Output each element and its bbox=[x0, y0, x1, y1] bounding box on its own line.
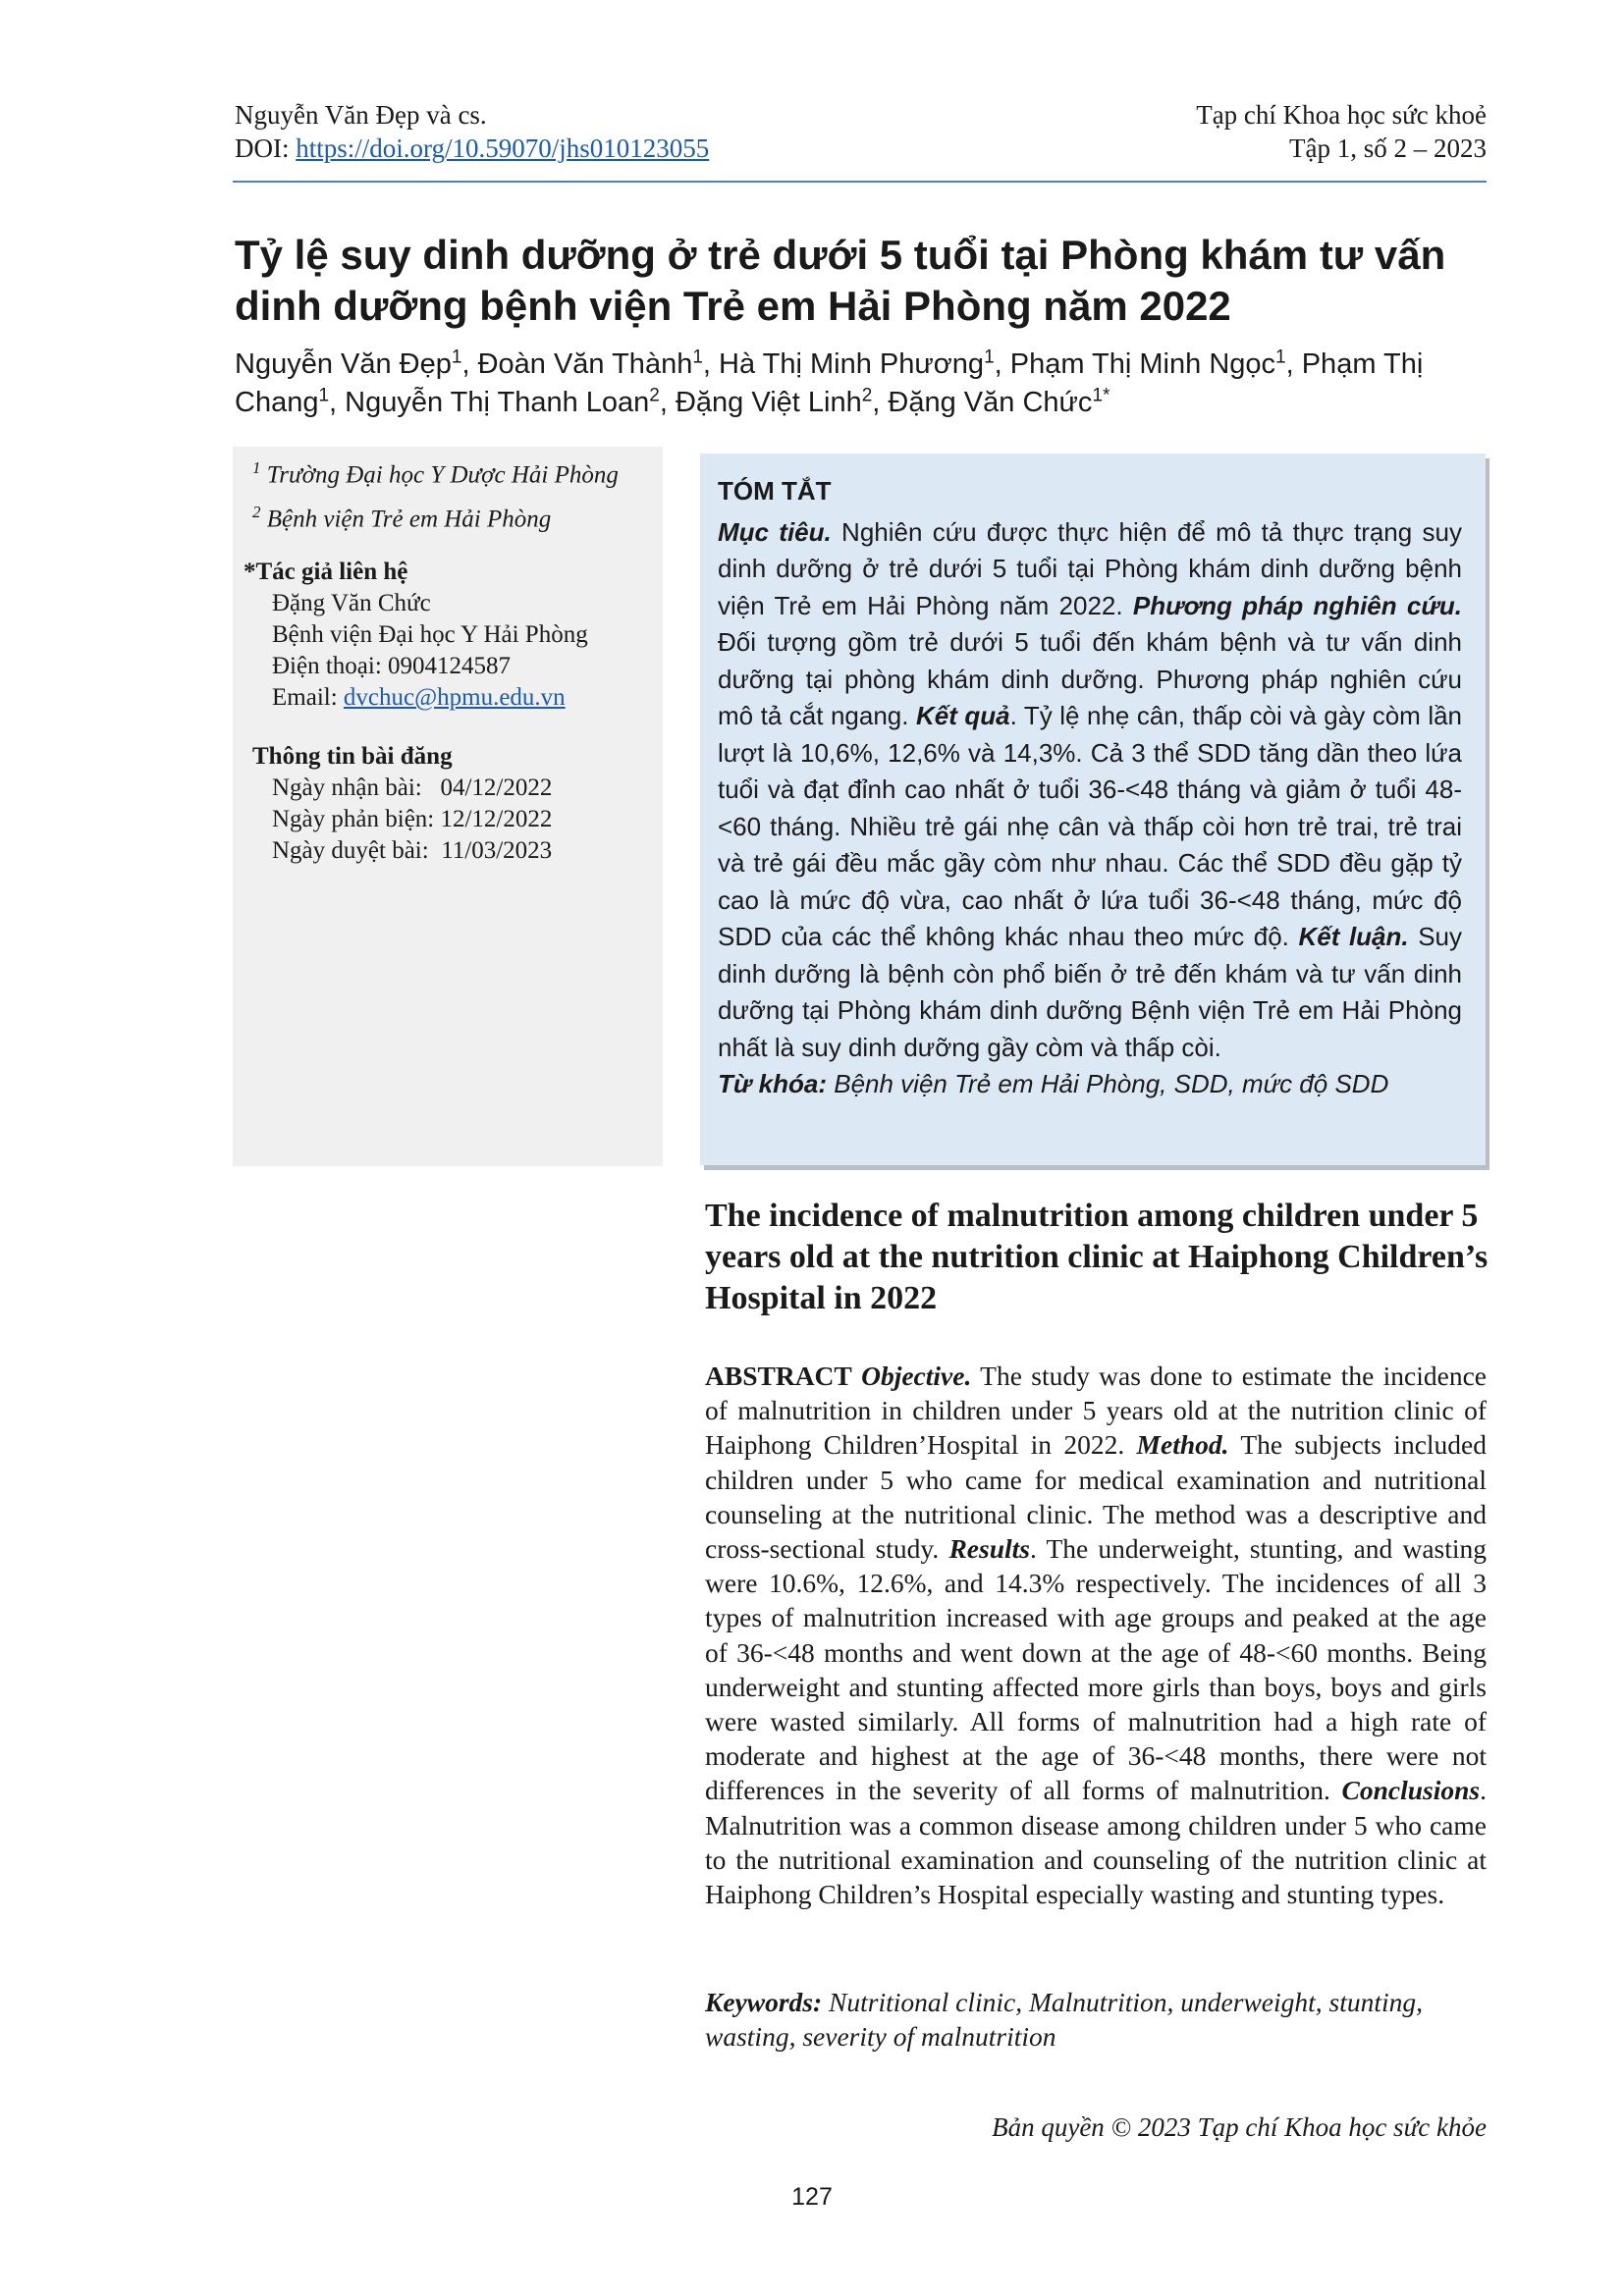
header-authors: Nguyễn Văn Đẹp và cs. bbox=[235, 100, 487, 130]
vn-abstract-title: TÓM TẮT bbox=[718, 476, 832, 506]
english-title: The incidence of malnutrition among children under 5 years old at the nutrition clinic at Haiphong Children’s Hospital in 2022 bbox=[705, 1198, 1489, 1316]
vn-keywords: Từ khóa: Bệnh viện Trẻ em Hải Phòng, SDD, mức độ SDD bbox=[718, 1069, 1389, 1098]
journal-volume: Tập 1, số 2 – 2023 bbox=[1289, 133, 1487, 163]
doi-label: DOI: bbox=[235, 133, 297, 163]
info-sidebar bbox=[233, 447, 663, 1166]
corresponding-author bbox=[244, 557, 588, 714]
author-list bbox=[235, 346, 1491, 422]
vietnamese-abstract bbox=[700, 454, 1486, 1165]
author: Đặng Việt Linh$^2$, bbox=[675, 385, 889, 418]
page-number: 127 bbox=[791, 2183, 833, 2211]
copyright-notice: Bản quyền © 2023 Tạp chí Khoa học sức khỏe bbox=[992, 2112, 1487, 2142]
header-doi bbox=[235, 132, 709, 165]
header-left bbox=[235, 98, 709, 165]
contact-email: Email: dvchuc@hpmu.edu.vn bbox=[272, 684, 566, 711]
post-info bbox=[252, 741, 552, 867]
author: Đặng Văn Chức$^{1*}$ bbox=[888, 385, 1110, 418]
post-info-label: Thông tin bài đăng bbox=[252, 743, 453, 770]
affiliation-2: $^2$ Bệnh viện Trẻ em Hải Phòng bbox=[252, 503, 552, 533]
english-abstract: ABSTRACT Objective. The study was done to estimate the incidence of malnutrition in children under 5 years old at the nutrition clinic of Haiphong Children’Hospital in 2022. Method. The subjects included children under 5 who came for medical examination and nutritional counseling at the nutritional clinic. The method was a descriptive and cross-sectional study. Results. The underweight, stunting, and wasting were 10.6%, 12.6%, and 14.3% respectively. The incidences of all 3 types of malnutrition increased with age groups and peaked at the age of 36-<48 months and went down at the age of 48-<60 months. Being underweight and stunting affected more girls than boys, boys and girls were wasted similarly. All forms of malnutrition had a high rate of moderate and highest at the age of 36-<48 months, there were not differences in the severity of all forms of malnutrition. Conclusions. Malnutrition was a common disease among children under 5 who came to the nutritional examination and counseling of the nutrition clinic at Haiphong Children’s Hospital especially wasting and stunting types. bbox=[705, 1361, 1488, 1910]
journal-name: Tạp chí Khoa học sức khoẻ bbox=[1196, 100, 1487, 130]
accepted-date: Ngày duyệt bài: 11/03/2023 bbox=[272, 837, 553, 864]
author: Đoàn Văn Thành$^1$, bbox=[477, 347, 720, 380]
header-divider bbox=[233, 181, 1487, 183]
author: Nguyễn Thị Thanh Loan$^2$, bbox=[345, 385, 676, 418]
contact-institution: Bệnh viện Đại học Y Hải Phòng bbox=[272, 621, 588, 648]
contact-phone: Điện thoại: 0904124587 bbox=[272, 653, 512, 679]
header-right bbox=[1196, 98, 1487, 165]
author: Phạm Thị Chang$^1$, bbox=[235, 348, 1424, 418]
email-link[interactable]: dvchuc@hpmu.edu.vn bbox=[343, 684, 566, 711]
affiliation-1: $^1$ Trường Đại học Y Dược Hải Phòng bbox=[252, 458, 619, 489]
author: Hà Thị Minh Phương$^1$, bbox=[719, 347, 1010, 380]
contact-label: *Tác giả liên hệ bbox=[244, 559, 408, 585]
vn-abstract-body: Mục tiêu. Nghiên cứu được thực hiện để mô tả thực trạng suy dinh dưỡng ở trẻ dưới 5 tuổi tại Phòng khám dinh dưỡng bệnh viện Trẻ em Hải Phòng năm 2022. Phương pháp nghiên cứu. Đối tượng gồm trẻ dưới 5 tuổi đến khám bệnh và tư vấn dinh dưỡng tại phòng khám dinh dưỡng. Phương pháp nghiên cứu mô tả cắt ngang. Kết quả. Tỷ lệ nhẹ cân, thấp còi và gày còm lần lượt là 10,6%, 12,6% và 14,3%. Cả 3 thể SDD tăng dần theo lứa tuổi và đạt đỉnh cao nhất ở tuổi 36-<48 tháng và giảm ở tuổi 48-<60 tháng. Nhiều trẻ gái nhẹ cân và thấp còi hơn trẻ trai, trẻ trai và trẻ gái đều mắc gầy còm như nhau. Các thể SDD đều gặp tỷ cao là mức độ vừa, cao nhất ở lứa tuổi 36-<48 tháng, mức độ SDD của các thể không khác nhau theo mức độ. Kết luận. Suy dinh dưỡng là bệnh còn phổ biến ở trẻ đến khám và tư vấn dinh dưỡng tại Phòng khám dinh dưỡng Bệnh viện Trẻ em Hải Phòng nhất là suy dinh dưỡng gầy còm và thấp còi. bbox=[718, 516, 1463, 1062]
contact-name: Đặng Văn Chức bbox=[272, 590, 431, 616]
reviewed-date: Ngày phản biện: 12/12/2022 bbox=[272, 806, 553, 832]
english-keywords: Keywords: Nutritional clinic, Malnutrition, underweight, stunting, wasting, severity of malnutrition bbox=[705, 1987, 1424, 2053]
received-date: Ngày nhận bài: 04/12/2022 bbox=[272, 774, 553, 801]
doi-link[interactable]: https://doi.org/10.59070/jhs010123055 bbox=[296, 133, 710, 163]
author: Phạm Thị Minh Ngọc$^1$, bbox=[1009, 347, 1302, 380]
paper-title: Tỷ lệ suy dinh dưỡng ở trẻ dưới 5 tuổi tại Phòng khám tư vấn dinh dưỡng bệnh viện Trẻ em Hải Phòng năm 2022 bbox=[235, 232, 1446, 329]
author: Nguyễn Văn Đẹp$^1$, bbox=[235, 347, 478, 380]
